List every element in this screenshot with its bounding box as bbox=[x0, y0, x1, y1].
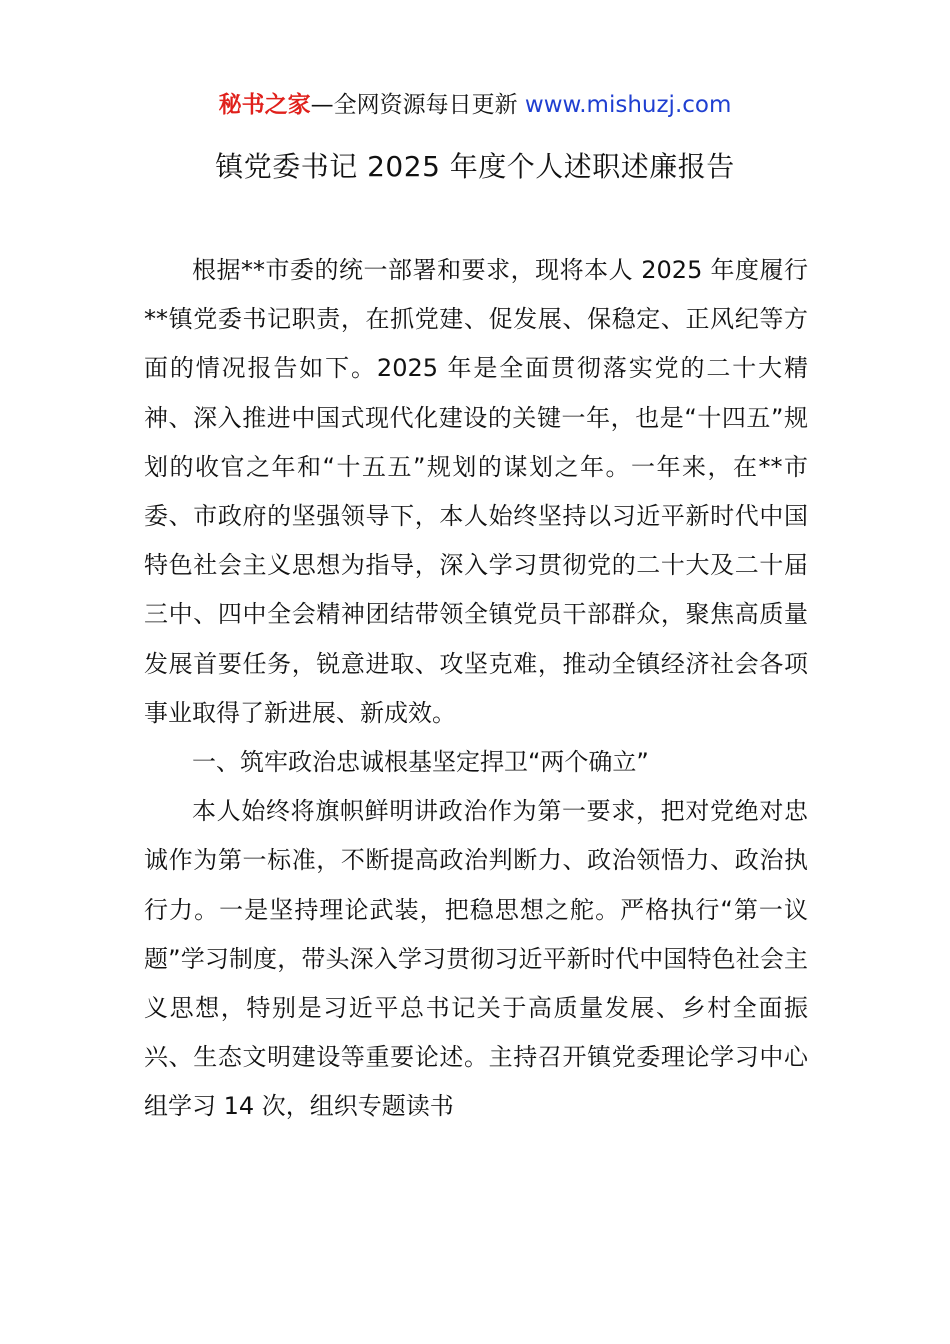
paragraph-section-1: 本人始终将旗帜鲜明讲政治作为第一要求，把对党绝对忠诚作为第一标准，不断提高政治判断力、政治领悟力、政治执行力。一是坚持理论武装，把稳思想之舵。严格执行“第一议题”学习制度，带头深入学习贯彻习近平新时代中国特色社会主义思想，特别是习近平总书记关于高质量发展、乡村全面振兴、生态文明建设等重要论述。主持召开镇党委理论学习中心组学习 14 次，组织专题读书 bbox=[144, 797, 808, 1121]
document-title: 镇党委书记 2025 年度个人述职述廉报告 bbox=[215, 150, 735, 183]
document-body bbox=[144, 246, 808, 1132]
site-url-link[interactable]: www.mishuzj.com bbox=[524, 92, 732, 118]
paragraph-intro: 根据**市委的统一部署和要求，现将本人 2025 年度履行**镇党委书记职责，在抓党建、促发展、保稳定、正风纪等方面的情况报告如下。2025 年是全面贯彻落实党的二十大精神、深入推进中国式现代化建设的关键一年，也是“十四五”规划的收官之年和“十五五”规划的谋划之年。一年来，在**市委、市政府的坚强领导下，本人始终坚持以习近平新时代中国特色社会主义思想为指导，深入学习贯彻党的二十大及二十届三中、四中全会精神团结带领全镇党员干部群众，聚焦高质量发展首要任务，锐意进取、攻坚克难，推动全镇经济社会各项事业取得了新进展、新成效。 bbox=[144, 256, 808, 727]
section-heading-1: 一、筑牢政治忠诚根基坚定捍卫“两个确立” bbox=[192, 748, 649, 777]
site-header bbox=[0, 88, 950, 122]
site-tagline: —全网资源每日更新 bbox=[310, 92, 525, 118]
site-brand: 秘书之家 bbox=[218, 92, 311, 118]
